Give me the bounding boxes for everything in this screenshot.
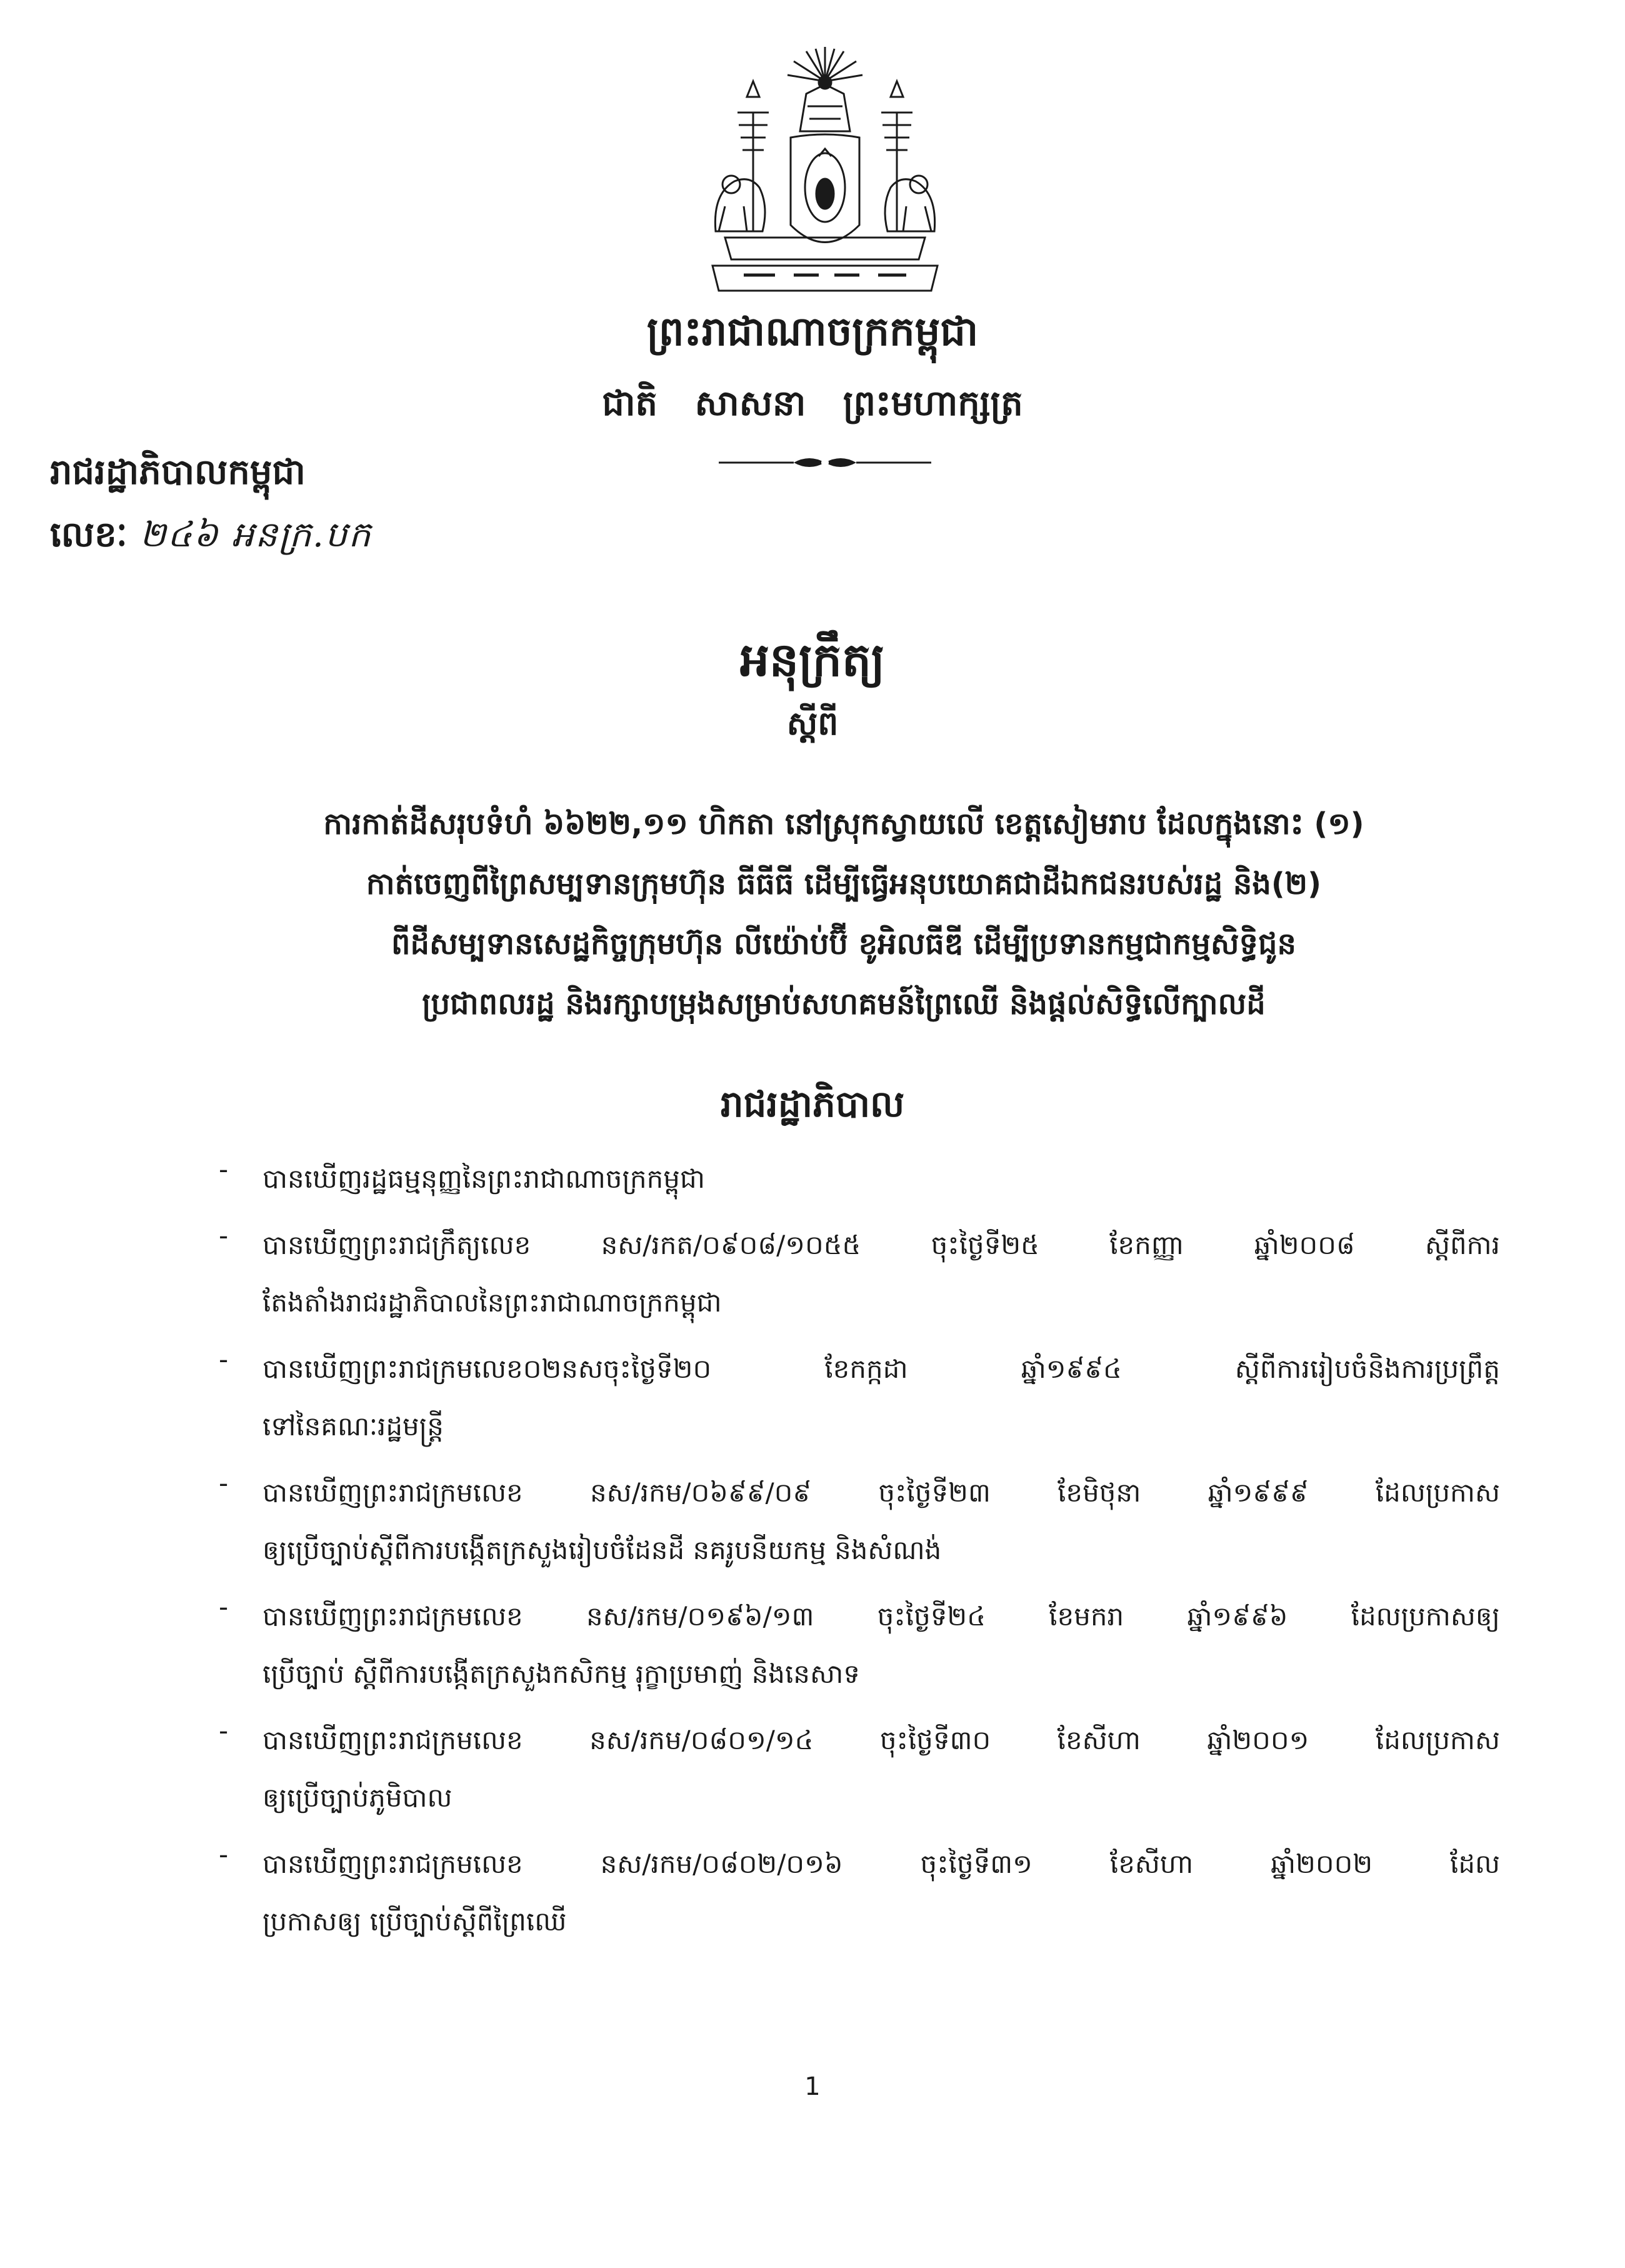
bullet-dash: - <box>219 1220 229 1251</box>
citation-line: បានឃើញព្រះរាជក្រមលេខ០២នសចុះថ្ងៃទី២០ ខែកក្កដា ឆ្នាំ១៩៩៤ ស្តីពីការរៀបចំនិងការប្រព្រឹត្ត <box>262 1353 1500 1384</box>
citation-item <box>219 1588 1500 1703</box>
subject-line: កាត់ចេញពីព្រៃសម្បទានក្រុមហ៊ុន ធីធីធី ដើម្បីធ្វើអនុបយោគជាដីឯកជនរបស់រដ្ឋ និង(២) <box>366 866 1322 901</box>
bullet-dash: - <box>219 1468 229 1498</box>
citation-item <box>219 1217 1500 1332</box>
citation-item <box>219 1712 1500 1827</box>
bullet-dash: - <box>219 1715 229 1746</box>
citation-line: ទៅនៃគណៈរដ្ឋមន្ត្រី <box>262 1411 444 1442</box>
reference-label: លេខៈ <box>50 514 128 555</box>
subject-line: ប្រជាពលរដ្ឋ និងរក្សាបម្រុងសម្រាប់សហគមន៍ព្រៃឈើ និងផ្តល់សិទ្ធិលើក្បាលដី <box>422 986 1266 1021</box>
document-type: អនុក្រឹត្យ <box>740 633 885 687</box>
government-heading: រាជរដ្ឋាភិបាល <box>720 1083 905 1125</box>
reference-value: ២៤៦ អនក្រ.បក <box>139 514 372 555</box>
citation-line: បានឃើញព្រះរាជក្រឹត្យលេខ នស/រកត/០៩០៨/១០៥៥ ចុះថ្ងៃទី២៥ ខែកញ្ញា ឆ្នាំ២០០៨ ស្តីពីការ <box>262 1230 1500 1260</box>
citation-line: បានឃើញព្រះរាជក្រមលេខ នស/រកម/០៨០១/១៤ ចុះថ្ងៃទី៣០ ខែសីហា ឆ្នាំ២០០១ ដែលប្រកាស <box>262 1725 1500 1755</box>
citation-line: ឲ្យប្រើច្បាប់ស្តីពីការបង្កើតក្រសួងរៀបចំដែនដី នគរូបនីយកម្ម និងសំណង់ <box>262 1535 942 1565</box>
citation-line: បានឃើញរដ្ឋធម្មនុញ្ញនៃព្រះរាជាណាចក្រកម្ពុជា <box>262 1163 705 1194</box>
citation-list <box>219 1150 1500 1959</box>
kingdom-title: ព្រះរាជាណាចក្រកម្ពុជា <box>646 309 979 355</box>
citation-line: តែងតាំងរាជរដ្ឋាភិបាលនៃព្រះរាជាណាចក្រកម្ពុជា <box>262 1287 722 1318</box>
citation-line: ឲ្យប្រើច្បាប់ភូមិបាល <box>262 1782 452 1813</box>
citation-line: ប្រើច្បាប់ ស្តីពីការបង្កើតក្រសួងកសិកម្ម រុក្ខាប្រមាញ់ និងនេសាទ <box>262 1658 860 1689</box>
document-subject <box>212 794 1475 1034</box>
citation-item <box>219 1835 1500 1950</box>
reference-number <box>50 513 372 564</box>
divider-ornament <box>719 450 931 475</box>
citation-line: បានឃើញព្រះរាជក្រមលេខ នស/រកម/០១៩៦/១៣ ចុះថ្ងៃទី២៤ ខែមករា ឆ្នាំ១៩៩៦ ដែលប្រកាសឲ្យ <box>262 1601 1500 1632</box>
subject-line: ពីដីសម្បទានសេដ្ឋកិច្ចក្រុមហ៊ុន លីយ៉ោប់ប៊ី ខូអិលធីឌី ដើម្បីប្រទានកម្មជាកម្មសិទ្ធិជូន <box>391 926 1296 961</box>
page-number: 1 <box>804 2072 821 2101</box>
citation-line: ប្រកាសឲ្យ ប្រើច្បាប់ស្តីពីព្រៃឈើ <box>262 1906 567 1937</box>
bullet-dash: - <box>219 1154 229 1185</box>
citation-item <box>219 1150 1500 1208</box>
citation-item <box>219 1464 1500 1579</box>
citation-line: បានឃើញព្រះរាជក្រមលេខ នស/រកម/០៦៩៩/០៩ ចុះថ្ងៃទី២៣ ខែមិថុនា ឆ្នាំ១៩៩៩ ដែលប្រកាស <box>262 1477 1500 1508</box>
citation-item <box>219 1340 1500 1455</box>
about-label: ស្តីពី <box>786 705 839 743</box>
citation-line: បានឃើញព្រះរាជក្រមលេខ នស/រកម/០៨០២/០១៦ ចុះថ្ងៃទី៣១ ខែសីហា ឆ្នាំ២០០២ ដែល <box>262 1849 1500 1879</box>
national-motto: ជាតិ សាសនា ព្រះមហាក្សត្រ <box>602 383 1023 424</box>
subject-line: ការកាត់ដីសរុបទំហំ ៦៦២២,១១ ហិកតា នៅស្រុកស្វាយលើ ខេត្តសៀមរាប ដែលក្នុងនោះ (១) <box>323 806 1364 841</box>
royal-emblem-icon <box>700 44 950 300</box>
bullet-dash: - <box>219 1344 229 1375</box>
bullet-dash: - <box>219 1839 229 1870</box>
issuing-ministry: រាជរដ្ឋាភិបាលកម្ពុជា <box>50 452 306 493</box>
bullet-dash: - <box>219 1592 229 1622</box>
